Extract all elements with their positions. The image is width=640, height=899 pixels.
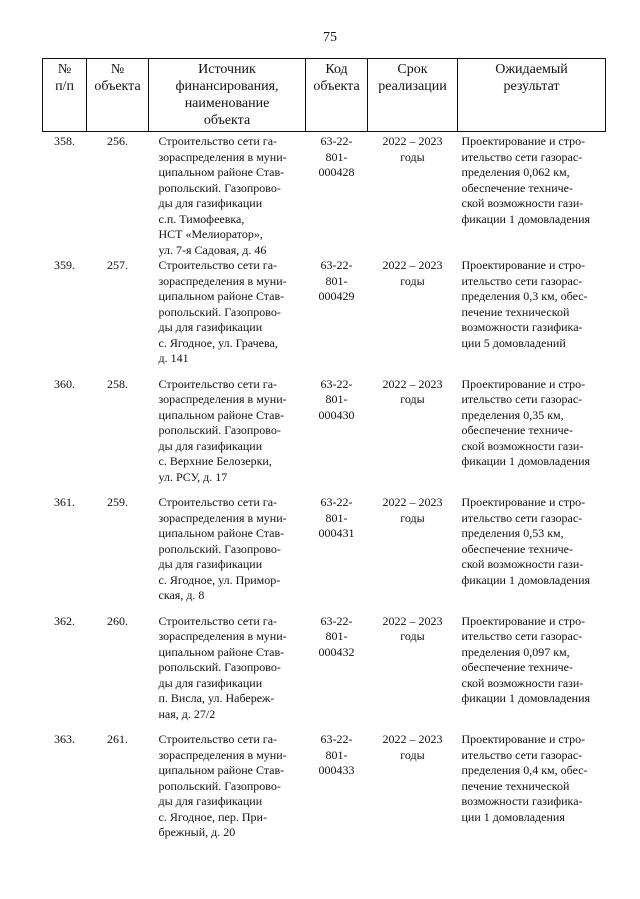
object-number: 259.: [107, 495, 128, 509]
term-cell: 2022 – 2023 годы: [382, 613, 443, 643]
row-number: 363.: [54, 732, 75, 746]
result-cell: Проектирование и стро- ительство сети газорас- пределения 0,53 км, обеспечение техниче- ской возможности гази- фикации 1 домовладения: [461, 495, 591, 587]
table-row: [43, 132, 606, 259]
header-object-number: № объекта: [87, 59, 149, 132]
row-number: 360.: [54, 376, 75, 391]
row-number: 361.: [54, 495, 75, 509]
object-code: 63-22- 801- 000428: [318, 134, 355, 179]
page-number: 75: [323, 30, 337, 45]
table-row: [43, 258, 606, 377]
object-code: 63-22- 801- 000432: [318, 613, 355, 659]
result-cell: Проектирование и стро- ительство сети газорас- пределения 0,3 км, обес- печение технической возможности газифика- ции 5 домовладений: [461, 258, 588, 350]
table-row: [43, 732, 606, 851]
source-cell: Строительство сети га- зораспределения в муни- ципальном районе Став- ропольский. Газопрово- ды для газификации с. Ягодное, пер. При- брежный, д. 20: [158, 732, 287, 839]
table-row: [43, 377, 606, 496]
financing-table: [42, 58, 606, 851]
table-row: [43, 495, 606, 614]
header-row-number: № п/п: [43, 59, 87, 132]
header-object-code: Код объекта: [306, 59, 368, 132]
source-cell: Строительство сети га- зораспределения в муни- ципальном районе Став- ропольский. Газопрово- ды для газификации с. Ягодное, ул. Грачева, д. 141: [158, 258, 287, 365]
row-number: 359.: [54, 258, 75, 272]
table-row: [43, 614, 606, 733]
source-cell: Строительство сети га- зораспределения в муни- ципальном районе Став- ропольский. Газопрово- ды для газификации с. Верхние Белозерки, ул. РСУ, д. 17: [158, 376, 287, 484]
object-code: 63-22- 801- 000429: [318, 258, 355, 303]
result-cell: Проектирование и стро- ительство сети газорас- пределения 0,4 км, обес- печение технической возможности газифика- ции 1 домовладения: [461, 732, 588, 824]
term-cell: 2022 – 2023 годы: [382, 495, 443, 525]
object-code: 63-22- 801- 000430: [318, 376, 355, 422]
object-code: 63-22- 801- 000433: [318, 732, 355, 777]
object-number: 261.: [107, 732, 128, 746]
object-number: 256.: [107, 134, 128, 148]
header-expected-result: Ожидаемый результат: [458, 59, 606, 132]
table-body: [43, 132, 606, 851]
term-cell: 2022 – 2023 годы: [382, 376, 443, 406]
object-number: 260.: [107, 613, 128, 628]
object-number: 258.: [107, 376, 128, 391]
object-number: 257.: [107, 258, 128, 272]
term-cell: 2022 – 2023 годы: [382, 134, 443, 164]
source-cell: Строительство сети га- зораспределения в муни- ципальном районе Став- ропольский. Газопрово- ды для газификации с.п. Тимофеевка, НСТ «Мелиоратор», ул. 7-я Садовая, д. 46: [158, 134, 287, 257]
row-number: 362.: [54, 613, 75, 628]
term-cell: 2022 – 2023 годы: [382, 258, 443, 288]
result-cell: Проектирование и стро- ительство сети газорас- пределения 0,062 км, обеспечение техниче- ской возможности гази- фикации 1 домовладения: [461, 134, 591, 226]
result-cell: Проектирование и стро- ительство сети газорас- пределения 0,097 км, обеспечение техниче- ской возможности гази- фикации 1 домовладения: [461, 613, 591, 705]
source-cell: Строительство сети га- зораспределения в муни- ципальном районе Став- ропольский. Газопрово- ды для газификации с. Ягодное, ул. Примор- ская, д. 8: [158, 495, 287, 602]
header-term: Срок реализации: [368, 59, 458, 132]
row-number: 358.: [54, 134, 75, 148]
source-cell: Строительство сети га- зораспределения в муни- ципальном районе Став- ропольский. Газопрово- ды для газификации п. Висла, ул. Набереж- ная, д. 27/2: [158, 613, 287, 721]
table-header-row: [43, 59, 606, 132]
term-cell: 2022 – 2023 годы: [382, 732, 443, 762]
object-code: 63-22- 801- 000431: [318, 495, 355, 540]
result-cell: Проектирование и стро- ительство сети газорас- пределения 0,35 км, обеспечение техниче- ской возможности гази- фикации 1 домовладения: [461, 376, 591, 468]
header-source: Источник финансирования, наименование объекта: [149, 59, 306, 132]
